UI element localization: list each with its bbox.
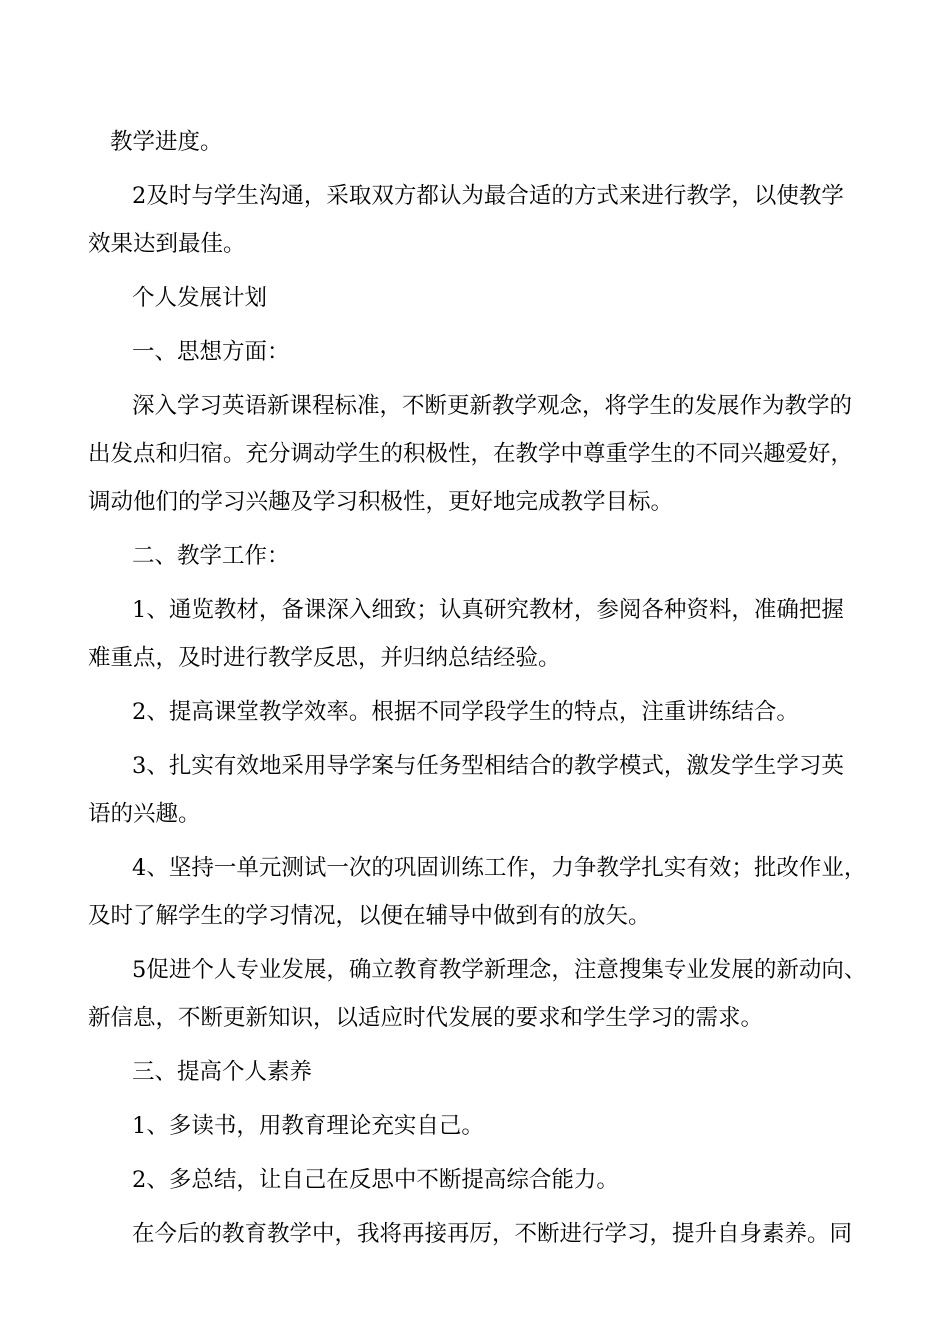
paragraph-line: 效果达到最佳。 — [88, 231, 246, 257]
list-item-quality-2 — [110, 1156, 855, 1204]
paragraph-line: 5促进个人专业发展，确立教育教学新理念，注意搜集专业发展的新动向、 — [132, 957, 867, 983]
list-item-teaching-1 — [88, 586, 855, 682]
list-item-quality-1 — [110, 1102, 855, 1150]
paragraph-communicate-with-students — [88, 172, 855, 268]
paragraph-line: 出发点和归宿。充分调动学生的积极性，在教学中尊重学生的不同兴趣爱好， — [88, 441, 854, 467]
heading-teaching-work — [110, 532, 855, 580]
paragraph-line: 1、多读书，用教育理论充实自己。 — [132, 1113, 484, 1139]
section-title-personal-development-plan — [110, 274, 855, 322]
list-item-teaching-5 — [88, 946, 867, 1042]
paragraph-line: 2、多总结，让自己在反思中不断提高综合能力。 — [132, 1167, 619, 1193]
paragraph-line: 2及时与学生沟通，采取双方都认为最合适的方式来进行教学，以使教学 — [132, 183, 844, 209]
paragraph-line: 调动他们的学习兴趣及学习积极性，更好地完成教学目标。 — [88, 489, 674, 515]
paragraph-line: 新信息，不断更新知识，以适应时代发展的要求和学生学习的需求。 — [88, 1005, 764, 1031]
paragraph-line: 语的兴趣。 — [88, 801, 201, 827]
heading-ideology — [110, 328, 855, 376]
paragraph-line: 教学进度。 — [110, 129, 223, 155]
paragraph-line: 2、提高课堂教学效率。根据不同学段学生的特点，注重讲练结合。 — [132, 699, 799, 725]
paragraph-line: 深入学习英语新课程标准，不断更新教学观念，将学生的发展作为教学的 — [132, 393, 853, 419]
paragraph-line: 二、教学工作： — [132, 543, 290, 569]
paragraph-line: 4、坚持一单元测试一次的巩固训练工作，力争教学扎实有效；批改作业， — [132, 855, 867, 881]
paragraph-line: 难重点，及时进行教学反思，并归纳总结经验。 — [88, 645, 561, 671]
paragraph-ideology-content — [88, 382, 855, 526]
paragraph-line: 3、扎实有效地采用导学案与任务型相结合的教学模式，激发学生学习英 — [132, 753, 844, 779]
paragraph-line: 在今后的教育教学中，我将再接再厉，不断进行学习，提升自身素养。同 — [132, 1221, 853, 1247]
paragraph-line: 三、提高个人素养 — [132, 1059, 313, 1085]
paragraph-line: 及时了解学生的学习情况，以便在辅导中做到有的放矢。 — [88, 903, 651, 929]
paragraph-line: 一、思想方面： — [132, 339, 290, 365]
paragraph-teaching-progress — [110, 118, 855, 166]
heading-personal-quality — [110, 1048, 855, 1096]
paragraph-closing — [110, 1210, 855, 1258]
paragraph-line: 1、通览教材，备课深入细致；认真研究教材，参阅各种资料，准确把握 — [132, 597, 844, 623]
list-item-teaching-2 — [110, 688, 855, 736]
paragraph-line: 个人发展计划 — [132, 285, 268, 311]
document-body — [88, 118, 867, 1264]
list-item-teaching-4 — [88, 844, 867, 940]
list-item-teaching-3 — [88, 742, 855, 838]
